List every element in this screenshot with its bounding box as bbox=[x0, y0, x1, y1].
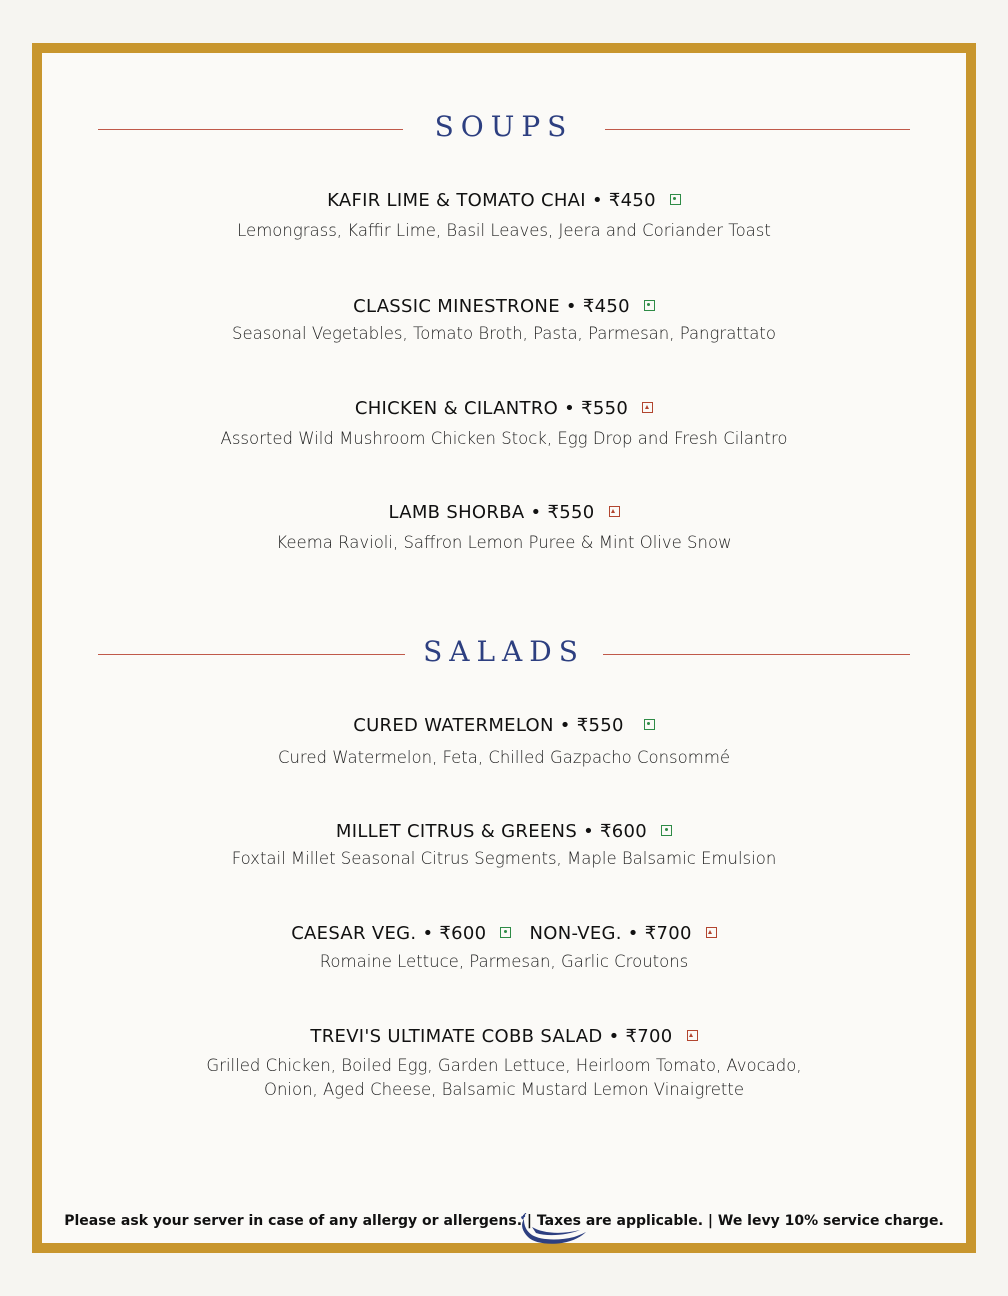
veg-icon bbox=[644, 719, 655, 730]
veg-icon bbox=[644, 300, 655, 311]
menu-item bbox=[42, 820, 966, 871]
item-separator: • bbox=[627, 923, 639, 944]
item-price: ₹550 bbox=[547, 502, 595, 523]
footer-note: Please ask your server in case of any allergy or allergens. | Taxes are applicable. | We levy 10% service charge. bbox=[64, 1213, 944, 1229]
menu-frame bbox=[32, 43, 976, 1253]
item-name: CAESAR VEG. bbox=[291, 923, 417, 944]
item-separator: • bbox=[591, 190, 603, 211]
menu-item bbox=[42, 922, 966, 974]
item-separator: • bbox=[530, 502, 542, 523]
non-veg-icon bbox=[609, 506, 620, 517]
salads-title: SALADS bbox=[423, 635, 585, 668]
item-name: CLASSIC MINESTRONE bbox=[353, 296, 560, 317]
item-description: Cured Watermelon, Feta, Chilled Gazpacho Consommé bbox=[277, 748, 731, 767]
item-description: Seasonal Vegetables, Tomato Broth, Pasta, Parmesan, Pangrattato bbox=[232, 324, 776, 343]
item-description: Lemongrass, Kaffir Lime, Basil Leaves, Jeera and Coriander Toast bbox=[237, 221, 771, 240]
item-name-secondary: NON-VEG. bbox=[529, 923, 622, 944]
item-price: ₹450 bbox=[582, 296, 630, 317]
item-description: Romaine Lettuce, Parmesan, Garlic Croutons bbox=[319, 952, 689, 971]
item-price: ₹700 bbox=[625, 1026, 673, 1047]
item-name: CURED WATERMELON bbox=[353, 715, 554, 736]
menu-item bbox=[42, 189, 966, 243]
non-veg-icon bbox=[706, 927, 717, 938]
menu-item bbox=[42, 397, 966, 451]
item-separator: • bbox=[422, 923, 434, 944]
item-name: KAFIR LIME & TOMATO CHAI bbox=[327, 190, 586, 211]
item-price: ₹600 bbox=[600, 821, 648, 842]
item-separator: • bbox=[565, 296, 577, 317]
veg-icon bbox=[661, 825, 672, 836]
item-description: Assorted Wild Mushroom Chicken Stock, Egg Drop and Fresh Cilantro bbox=[220, 429, 788, 448]
item-price: ₹600 bbox=[439, 923, 487, 944]
item-name: CHICKEN & CILANTRO bbox=[354, 398, 559, 419]
item-name: LAMB SHORBA bbox=[388, 502, 525, 523]
menu-item bbox=[42, 714, 966, 770]
non-veg-icon bbox=[687, 1030, 698, 1041]
item-price: ₹450 bbox=[608, 190, 656, 211]
item-description-line2: Onion, Aged Cheese, Balsamic Mustard Lemon Vinaigrette bbox=[263, 1080, 745, 1099]
item-description: Grilled Chicken, Boiled Egg, Garden Lettuce, Heirloom Tomato, Avocado, bbox=[206, 1056, 802, 1075]
salads-header bbox=[42, 635, 966, 675]
item-name: MILLET CITRUS & GREENS bbox=[335, 821, 578, 842]
item-separator: • bbox=[559, 715, 571, 736]
veg-icon bbox=[670, 194, 681, 205]
item-separator: • bbox=[564, 398, 576, 419]
menu-item bbox=[42, 501, 966, 555]
soups-header bbox=[42, 110, 966, 150]
item-price: ₹550 bbox=[581, 398, 629, 419]
item-price: ₹550 bbox=[576, 715, 624, 736]
veg-icon bbox=[500, 927, 511, 938]
menu-item bbox=[42, 295, 966, 346]
item-separator: • bbox=[608, 1026, 620, 1047]
item-price-secondary: ₹700 bbox=[644, 923, 692, 944]
item-separator: • bbox=[583, 821, 594, 842]
item-name: TREVI'S ULTIMATE COBB SALAD bbox=[310, 1026, 603, 1047]
item-description: Keema Ravioli, Saffron Lemon Puree & Mint Olive Snow bbox=[276, 533, 732, 552]
menu-item bbox=[42, 1025, 966, 1102]
item-description: Foxtail Millet Seasonal Citrus Segments, Maple Balsamic Emulsion bbox=[231, 849, 777, 868]
salads-rule-right bbox=[603, 654, 910, 655]
non-veg-icon bbox=[642, 402, 653, 413]
soups-rule-right bbox=[605, 129, 910, 130]
soups-title: SOUPS bbox=[434, 110, 574, 143]
